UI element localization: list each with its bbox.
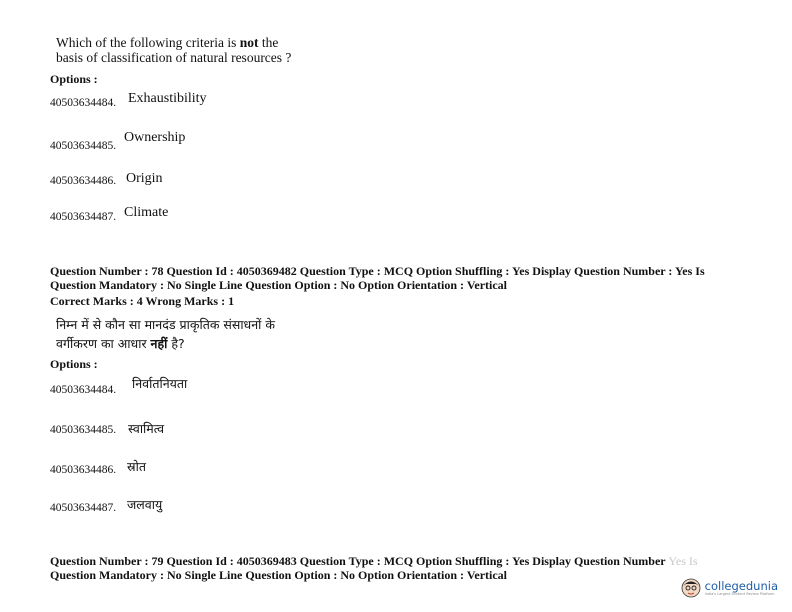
question-text-line2: basis of classification of natural resources ?: [56, 50, 292, 65]
option-text-ownership: Ownership: [124, 130, 186, 145]
hindi-question-emphasis: नहीं: [150, 336, 168, 351]
option-text-origin: Origin: [126, 171, 163, 186]
question-meta-q79-faded: Yes Is: [668, 554, 698, 568]
question-text-line1: [56, 35, 278, 50]
student-mascot-icon: [681, 578, 701, 598]
question-emphasis: not: [239, 35, 259, 50]
collegedunia-logo: [681, 578, 778, 598]
question-meta-line1-q79: [50, 554, 698, 568]
question-text-start: Which of the following criteria is: [56, 35, 240, 50]
logo-tagline: India's Largest Student Review Platform: [704, 591, 775, 596]
option-text-hindi-2: स्वामित्व: [128, 421, 165, 436]
options-label: Options :: [50, 72, 98, 86]
option-text-hindi-1: निर्वातनियता: [132, 376, 188, 391]
question-meta-line2-q79: Question Mandatory : No Single Line Question Option : No Option Orientation : Vertical: [50, 568, 508, 582]
question-meta-q79-text: Question Number : 79 Question Id : 4050369483 Question Type : MCQ Option Shuffling : Yes Display Question Number: [50, 554, 666, 568]
question-meta-line2: Question Mandatory : No Single Line Question Option : No Option Orientation : Vertical: [50, 278, 508, 292]
option-id: 40503634485.: [50, 140, 117, 152]
option-text-hindi-4: जलवायु: [127, 497, 163, 512]
option-id: 40503634485.: [50, 424, 117, 436]
hindi-question-end: है?: [167, 336, 185, 351]
option-id: 40503634484.: [50, 97, 117, 109]
hindi-question-line1: निम्न में से कौन सा मानदंड प्राकृतिक संसाधनों के: [56, 317, 275, 332]
hindi-question-line2: [56, 335, 185, 352]
option-id: 40503634487.: [50, 211, 117, 223]
option-id: 40503634487.: [50, 502, 117, 514]
option-id: 40503634486.: [50, 464, 117, 476]
marks-info: Correct Marks : 4 Wrong Marks : 1: [50, 294, 235, 308]
option-id: 40503634484.: [50, 384, 117, 396]
logo-name: collegedunia: [704, 578, 778, 593]
option-text-climate: Climate: [124, 205, 169, 220]
hindi-question-start: वर्गीकरण का आधार: [56, 336, 151, 351]
question-meta-line1: Question Number : 78 Question Id : 4050369482 Question Type : MCQ Option Shuffling : Yes Display Question Number : Yes Is: [50, 264, 705, 278]
option-id: 40503634486.: [50, 175, 117, 187]
option-text-exhaustibility: Exhaustibility: [128, 91, 207, 106]
option-text-hindi-3: स्रोत: [127, 459, 146, 474]
options-label: Options :: [50, 357, 98, 371]
question-text-end: the: [258, 35, 279, 50]
